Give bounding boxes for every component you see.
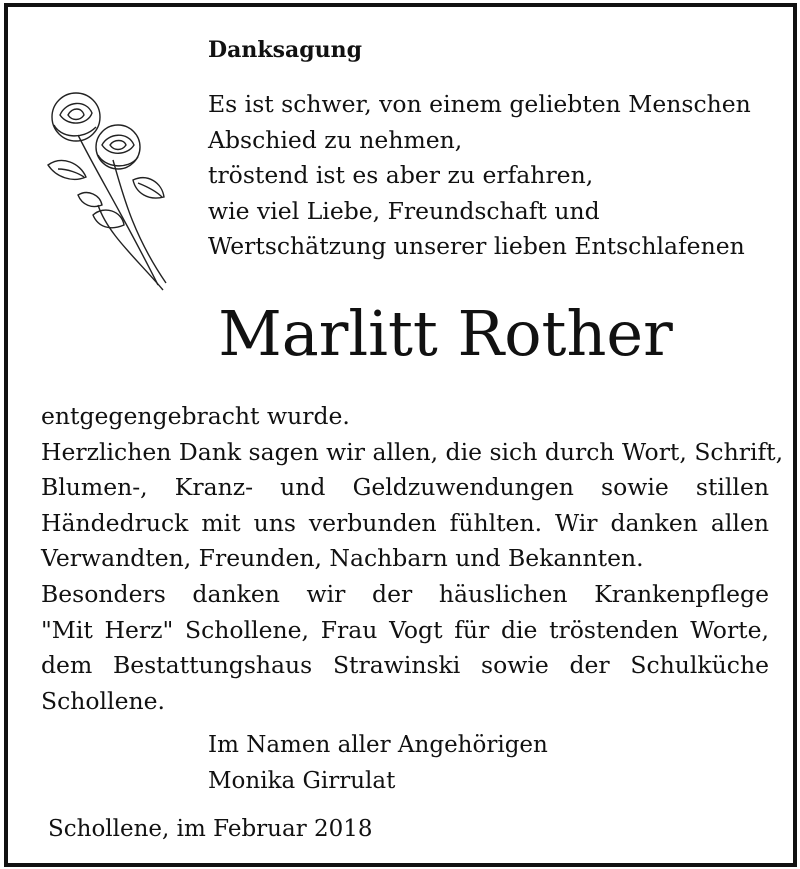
body-line: Händedruck mit uns verbunden fühlten. Wir danken allen — [41, 508, 769, 537]
rose-icon — [38, 85, 183, 295]
body-line: entgegengebracht wurde. — [41, 402, 350, 430]
body-text — [41, 399, 784, 719]
signature-line: Im Namen aller Angehörigen — [208, 732, 548, 758]
intro-line: wie viel Liebe, Freundschaft und — [208, 196, 600, 225]
intro-line: Abschied zu nehmen, — [208, 125, 463, 154]
body-line: Besonders danken wir der häuslichen Krankenpflege — [41, 579, 769, 608]
body-line: Blumen-, Kranz- und Geldzuwendungen sowie stillen — [41, 473, 769, 502]
signature — [208, 727, 548, 799]
obituary-card — [4, 3, 797, 867]
body-line: "Mit Herz" Schollene, Frau Vogt für die tröstenden Worte, — [41, 615, 769, 644]
deceased-name: Marlitt Rother — [218, 297, 673, 370]
dateline: Schollene, im Februar 2018 — [48, 816, 373, 842]
body-line: Herzlichen Dank sagen wir allen, die sich durch Wort, Schrift, — [41, 437, 784, 466]
intro-line: Es ist schwer, von einem geliebten Menschen — [208, 90, 751, 118]
body-line: Schollene. — [41, 686, 165, 715]
signature-name: Monika Girrulat — [208, 768, 396, 794]
heading: Danksagung — [208, 37, 362, 63]
intro-line: tröstend ist es aber zu erfahren, — [208, 161, 594, 189]
body-line: dem Bestattungshaus Strawinski sowie der Schulküche — [41, 651, 769, 680]
intro-text — [208, 87, 751, 265]
body-line: Verwandten, Freunden, Nachbarn und Bekannten. — [41, 544, 644, 573]
intro-line: Wertschätzung unserer lieben Entschlafenen — [208, 232, 745, 260]
